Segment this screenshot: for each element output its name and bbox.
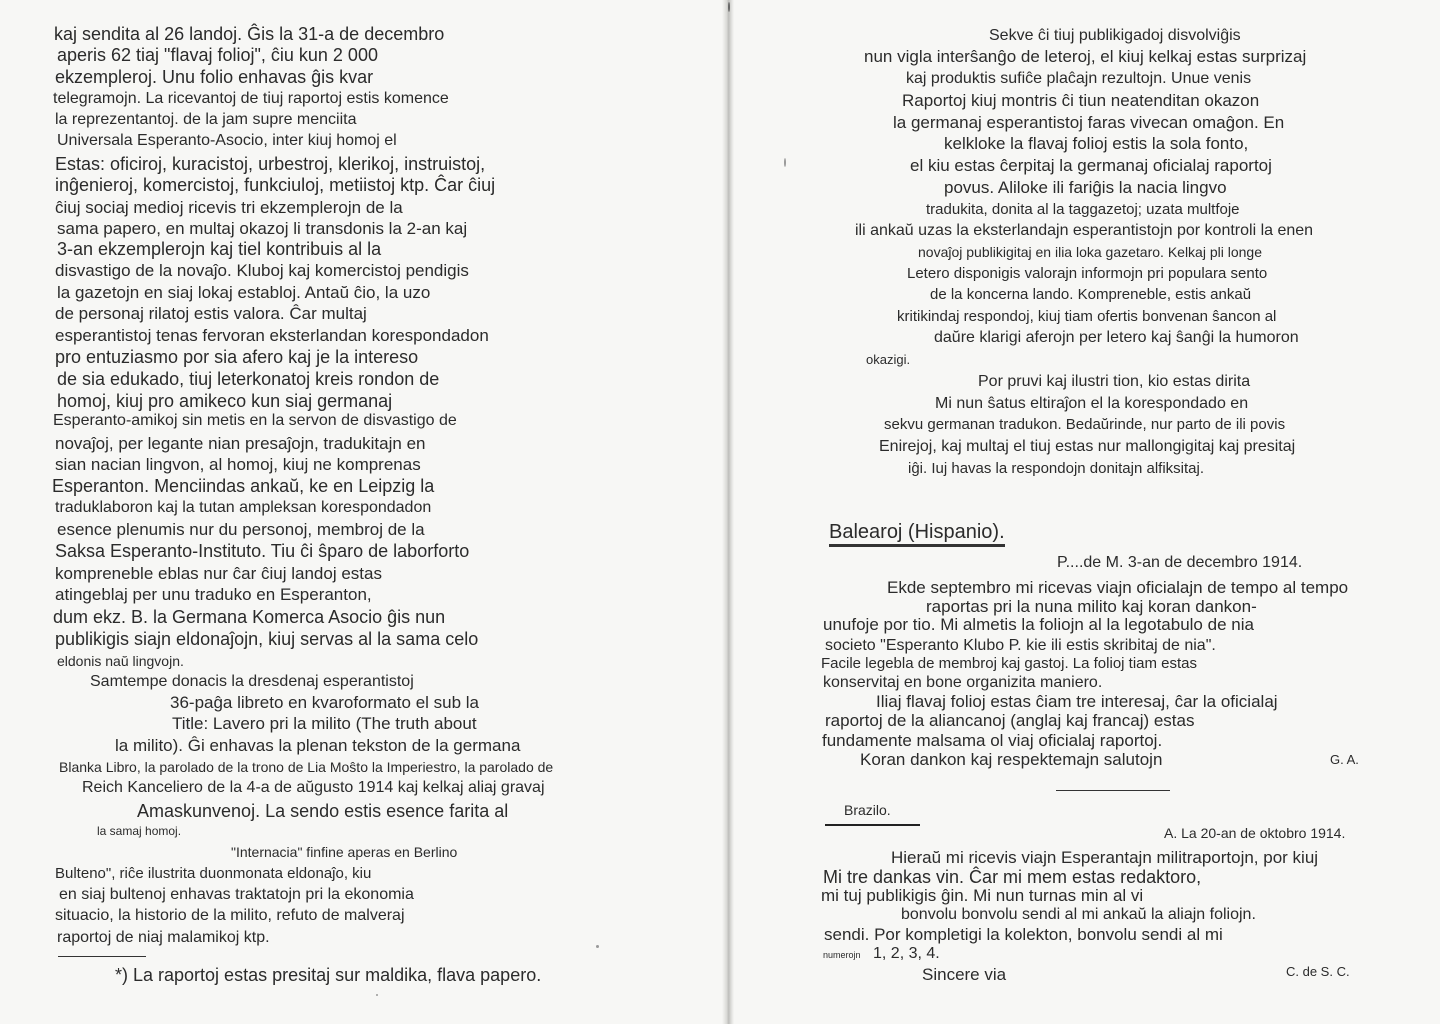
brazil-line-4: bonvolu bonvolu sendi al mi ankaŭ la aliajn foliojn. [901, 906, 1256, 923]
right-line-15: daŭre klarigi aferojn per letero kaj ŝanĝi la humoron [934, 329, 1299, 346]
brazil-signature: C. de S. C. [1286, 964, 1350, 979]
left-line-21: sian nacian lingvon, al homoj, kiuj ne komprenas [55, 455, 421, 474]
left-line-35: Blanka Libro, la parolado de la trono de Lia Moŝto la Imperiestro, la parolado de [59, 759, 554, 775]
left-line-38: la samaj homoj. [97, 824, 182, 838]
left-line-5: la reprezentantoj. de la jam supre menciita [55, 111, 357, 128]
brazil-line-1: Hieraŭ mi ricevis viajn Esperantajn militraportojn, por kiuj [891, 848, 1319, 867]
left-line-40: Bulteno", riĉe ilustrita duonmonata eldonaĵo, kiu [55, 865, 372, 882]
left-line-11: 3-an ekzemplerojn kaj tiel kontribuis al la [57, 239, 382, 259]
right-line-17: Por pruvi kaj ilustri tion, kio estas dirita [978, 373, 1251, 390]
right-line-12: Letero disponigis valorajn informojn pri populara sento [907, 265, 1268, 282]
right-line-18: Mi nun ŝatus eltiraĵon el la korespondado en [935, 395, 1249, 412]
right-line-16: okazigi. [866, 352, 911, 367]
left-line-10: sama papero, en multaj okazoj li transdonis la 2-an kaj [57, 219, 468, 238]
brazil-numbers: 1, 2, 3, 4. [873, 945, 940, 962]
brazil-closing: Sincere via [922, 965, 1007, 984]
scan-speck [784, 158, 786, 167]
left-footnote: *) La raportoj estas presitaj sur maldika, flava papero. [115, 965, 542, 985]
left-line-22: Esperanton. Menciindas ankaŭ, ke en Leipzig la [52, 476, 435, 496]
right-line-6: kelkloke la flavaj folioj estis la sola fonto, [944, 134, 1249, 153]
left-line-42: situacio, la historio de la milito, refuto de malveraj [55, 907, 405, 924]
left-line-9: ĉiuj sociaj medioj ricevis tri ekzemplerojn de la [55, 198, 403, 217]
right-line-3: kaj produktis sufiĉe plaĉajn rezultojn. Unue venis [906, 70, 1252, 87]
baleares-line-3: unufoje por tio. Mi almetis la foliojn al la legotabulo de nia [823, 615, 1254, 634]
left-line-24: esence plenumis nur du personoj, membroj de la [57, 520, 425, 539]
scan-speck [596, 945, 599, 948]
left-line-19: Esperanto-amikoj sin metis en la servon de disvastigo de [53, 412, 457, 429]
brazil-numbers-prefix: numerojn [823, 950, 861, 960]
baleares-line-2: raportas pri la nuna milito kaj koran dankon- [926, 597, 1257, 616]
baleares-line-5: Facile legebla de membroj kaj gastoj. La folioj tiam estas [821, 655, 1198, 672]
baleares-signature: G. A. [1330, 752, 1359, 767]
section-heading-brazil: Brazilo. [844, 802, 891, 818]
right-line-4: Raportoj kiuj montris ĉi tiun neatenditan okazon [902, 91, 1260, 110]
left-line-30: eldonis naŭ lingvojn. [57, 653, 184, 669]
baleares-line-9: fundamente malsama ol viaj oficialaj raportoj. [822, 731, 1163, 750]
section-separator [1056, 790, 1170, 791]
left-line-6: Universala Esperanto-Asocio, inter kiuj homoj el [57, 132, 397, 149]
right-line-7: el kiu estas ĉerpitaj la germanaj oficialaj raportoj [910, 156, 1272, 175]
left-line-41: en siaj bultenoj enhavas traktatojn pri la ekonomia [59, 886, 414, 903]
right-line-10: ili ankaŭ uzas la eksterlandajn esperantistojn por kontroli la enen [855, 222, 1314, 239]
brazil-line-5: sendi. Por kompletigi la kolekton, bonvolu sendi al mi [824, 925, 1223, 944]
left-line-28: dum ekz. B. la Germana Komerca Asocio ĝis nun [53, 607, 446, 627]
left-line-17: de sia edukado, tiuj leterkonatoj kreis rondon de [57, 369, 440, 389]
left-line-27: atingeblaj per unu traduko en Esperanton, [55, 585, 372, 604]
right-line-13: de la koncerna lando. Kompreneble, estis ankaŭ [930, 286, 1252, 303]
left-line-4: telegramojn. La ricevantoj de tiuj raportoj estis komence [53, 90, 449, 107]
right-line-5: la germanaj esperantistoj faras vivecan omaĝon. En [893, 113, 1285, 132]
section-heading-baleares: Balearoj (Hispanio). [829, 522, 1005, 547]
left-line-37: Amaskunvenoj. La sendo estis esence farita al [137, 801, 509, 821]
right-line-14: kritikindaj respondoj, kiuj tiam ofertis bonvenan ŝancon al [897, 308, 1277, 325]
left-line-13: la gazetojn en siaj lokaj establoj. Antaŭ ĉio, la uzo [57, 283, 431, 302]
left-line-23: traduklaboron kaj la tutan ampleksan korespondadon [55, 499, 432, 516]
baleares-dateline: P....de M. 3-an de decembro 1914. [1057, 554, 1303, 571]
brazil-dateline: A. La 20-an de oktobro 1914. [1164, 825, 1346, 841]
brazil-line-3: mi tuj publikigis ĝin. Mi nun turnas min al vi [821, 886, 1144, 905]
baleares-line-10: Koran dankon kaj respektemajn salutojn [860, 750, 1163, 769]
left-line-25: Saksa Esperanto-Instituto. Tiu ĉi ŝparo de laborforto [55, 541, 470, 561]
left-line-33: Title: Lavero pri la milito (The truth about [172, 714, 477, 733]
right-line-1: Sekve ĉi tiuj publikigadoj disvolviĝis [989, 27, 1241, 44]
baleares-line-8: raportoj de la aliancanoj (anglaj kaj francaj) estas [825, 711, 1195, 730]
brazil-heading-underline [825, 824, 920, 826]
brazil-line-2: Mi tre dankas vin. Ĉar mi mem estas redaktoro, [823, 867, 1202, 887]
baleares-line-7: Iliaj flavaj folioj estas ĉiam tre interesaj, ĉar la oficialaj [876, 692, 1278, 711]
left-line-29: publikigis siajn eldonaĵojn, kiuj servas al la sama celo [55, 629, 479, 649]
scan-speck [728, 2, 730, 12]
left-line-36: Reich Kanceliero de la 4-a de aŭgusto 1914 kaj kelkaj aliaj gravaj [82, 779, 545, 796]
right-line-21: iĝi. Iuj havas la respondojn donitajn alfiksitaj. [908, 460, 1205, 477]
scan-speck [376, 994, 378, 996]
right-page [733, 0, 1440, 1024]
left-line-32: 36-paĝa libreto en kvaroformato el sub la [170, 693, 480, 712]
baleares-line-1: Ekde septembro mi ricevas viajn oficialajn de tempo al tempo [887, 578, 1349, 597]
baleares-line-6: konservitaj en bone organizita maniero. [823, 674, 1103, 691]
right-line-8: povus. Aliloke ili fariĝis la nacia lingvo [944, 178, 1227, 197]
left-line-26: kompreneble eblas nur ĉar ĉiuj landoj estas [55, 564, 382, 583]
baleares-line-4: societo "Esperanto Klubo P. kie ili estis skribitaj de nia". [825, 637, 1216, 654]
left-line-43: raportoj de niaj malamikoj ktp. [57, 929, 270, 946]
left-line-31: Samtempe donacis la dresdenaj esperantistoj [90, 673, 414, 690]
right-line-2: nun vigla interŝanĝo de leteroj, el kiuj kelkaj estas surprizaj [864, 47, 1307, 66]
left-line-34: la milito). Ĝi enhavas la plenan tekston de la germana [115, 736, 521, 755]
left-line-3: ekzempleroj. Unu folio enhavas ĝis kvar [55, 67, 374, 87]
left-line-1: kaj sendita al 26 landoj. Ĝis la 31-a de decembro [54, 24, 445, 44]
right-line-9: tradukita, donita al la taggazetoj; uzata multfoje [926, 201, 1240, 218]
right-line-11: novaĵoj publikigitaj en ilia loka gazetaro. Kelkaj pli longe [918, 244, 1262, 260]
footnote-separator [58, 956, 146, 957]
left-line-2: aperis 62 tiaj "flavaj folioj", ĉiu kun 2 000 [57, 45, 378, 65]
left-line-18: homoj, kiuj pro amikeco kun siaj germanaj [57, 391, 393, 411]
left-line-8: inĝenieroj, komercistoj, funkciuloj, metiistoj ktp. Ĉar ĉiuj [55, 175, 496, 195]
left-line-39: "Internacia" finfine aperas en Berlino [231, 844, 458, 860]
left-line-15: esperantistoj tenas fervoran eksterlandan korespondadon [55, 326, 489, 345]
left-line-14: de personaj rilatoj estis valora. Ĉar multaj [55, 304, 367, 323]
left-line-12: disvastigo de la novaĵo. Kluboj kaj komercistoj pendigis [55, 261, 469, 280]
left-line-16: pro entuziasmo por sia afero kaj je la intereso [55, 347, 419, 367]
left-line-7: Estas: oficiroj, kuracistoj, urbestroj, klerikoj, instruistoj, [55, 154, 486, 174]
right-line-20: Enirejoj, kaj multaj el tiuj estas nur mallongigitaj kaj presitaj [879, 438, 1296, 455]
left-line-20: novaĵoj, per legante nian presaĵojn, tradukitajn en [55, 434, 426, 453]
right-line-19: sekvu germanan tradukon. Bedaŭrinde, nur parto de ili povis [884, 416, 1286, 433]
